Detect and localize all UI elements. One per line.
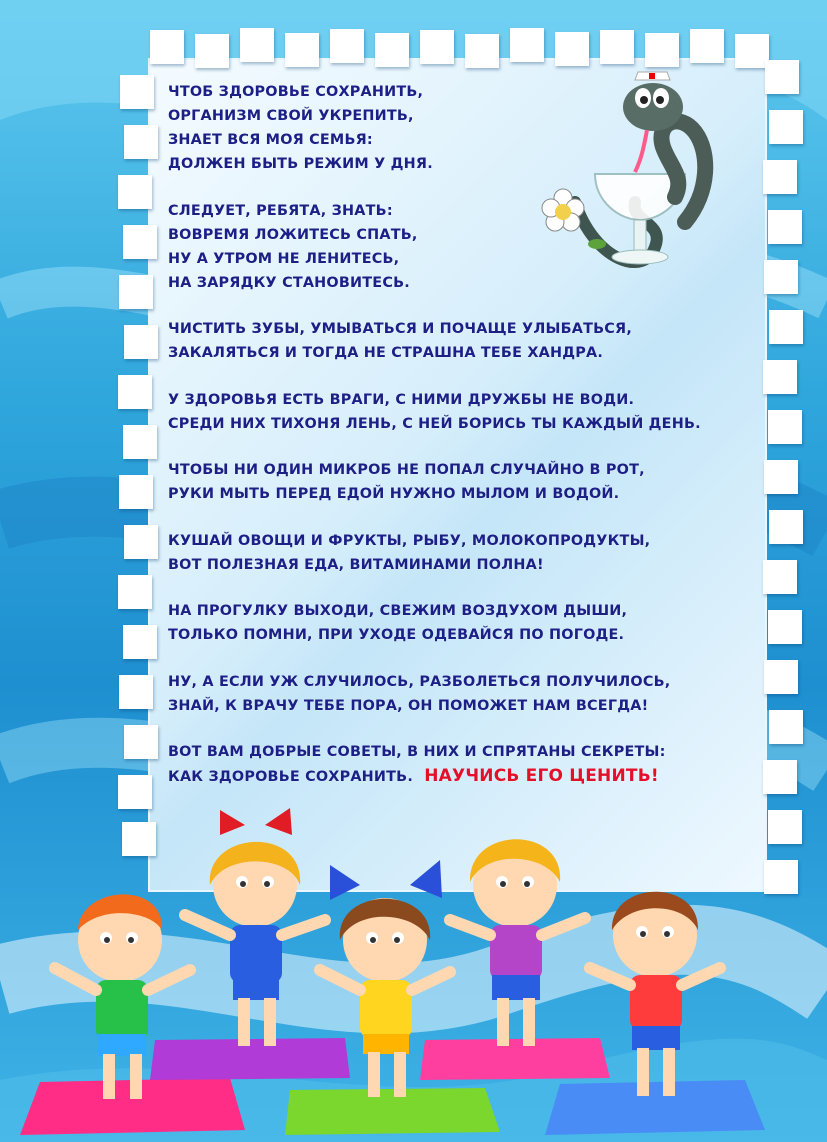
poem-line: ВОТ ВАМ ДОБРЫЕ СОВЕТЫ, В НИХ И СПРЯТАНЫ СЕКРЕТЫ: [168, 744, 666, 760]
frame-square [375, 33, 409, 67]
frame-square [555, 32, 589, 66]
poem-line: СРЕДИ НИХ ТИХОНЯ ЛЕНЬ, С НЕЙ БОРИСЬ ТЫ КАЖДЫЙ ДЕНЬ. [168, 415, 701, 432]
frame-square [330, 29, 364, 63]
frame-square [600, 30, 634, 64]
frame-square [119, 675, 153, 709]
poem-stanza [168, 599, 778, 647]
poem-stanza [168, 199, 778, 295]
frame-square [118, 375, 152, 409]
poem-stanza [168, 458, 778, 506]
poem-line: ОРГАНИЗМ СВОЙ УКРЕПИТЬ, [168, 108, 414, 124]
frame-square [123, 625, 157, 659]
poem-stanza [168, 529, 778, 577]
frame-square [465, 34, 499, 68]
frame-square [123, 225, 157, 259]
poem-line: КУШАЙ ОВОЩИ И ФРУКТЫ, РЫБУ, МОЛОКОПРОДУКТЫ, [168, 532, 651, 549]
frame-square [150, 30, 184, 64]
poem-line: ЧТОБЫ НИ ОДИН МИКРОБ НЕ ПОПАЛ СЛУЧАЙНО В РОТ, [168, 462, 645, 478]
frame-square [120, 75, 154, 109]
poem-line: РУКИ МЫТЬ ПЕРЕД ЕДОЙ НУЖНО МЫЛОМ И ВОДОЙ. [168, 486, 620, 502]
poem-line: ДОЛЖЕН БЫТЬ РЕЖИМ У ДНЯ. [168, 156, 433, 172]
poem-line: СЛЕДУЕТ, РЕБЯТА, ЗНАТЬ: [168, 202, 393, 219]
frame-square [124, 325, 158, 359]
frame-square [119, 475, 153, 509]
poem-line-final [168, 764, 778, 789]
frame-square [420, 30, 454, 64]
poem-line: ЗНАЙ, К ВРАЧУ ТЕБЕ ПОРА, ОН ПОМОЖЕТ НАМ ВСЕГДА! [168, 697, 649, 714]
kid-illustration [450, 839, 585, 1046]
poem-stanza [168, 80, 778, 176]
poem-stanza [168, 740, 778, 789]
frame-square [285, 33, 319, 67]
poem-line: ВОВРЕМЯ ЛОЖИТЕСЬ СПАТЬ, [168, 226, 418, 243]
poem-line: ВОТ ПОЛЕЗНАЯ ЕДА, ВИТАМИНАМИ ПОЛНА! [168, 556, 544, 573]
poem [168, 80, 778, 812]
poem-line: НА ЗАРЯДКУ СТАНОВИТЕСЬ. [168, 274, 410, 291]
poem-line: НУ, А ЕСЛИ УЖ СЛУЧИЛОСЬ, РАЗБОЛЕТЬСЯ ПОЛУЧИЛОСЬ, [168, 673, 671, 690]
poem-line: ЗНАЕТ ВСЯ МОЯ СЕМЬЯ: [168, 132, 373, 148]
children-exercising [0, 790, 827, 1142]
poem-line: НА ПРОГУЛКУ ВЫХОДИ, СВЕЖИМ ВОЗДУХОМ ДЫШИ, [168, 603, 628, 619]
poem-line: ЧИСТИТЬ ЗУБЫ, УМЫВАТЬСЯ И ПОЧАЩЕ УЛЫБАТЬСЯ, [168, 321, 633, 337]
poem-accent-text: НАУЧИСЬ ЕГО ЦЕНИТЬ! [424, 766, 659, 786]
kid-illustration [185, 808, 325, 1046]
poem-stanza [168, 388, 778, 436]
frame-square [124, 725, 158, 759]
frame-square [124, 525, 158, 559]
frame-square [690, 29, 724, 63]
frame-square [735, 34, 769, 68]
poem-stanza [168, 670, 778, 718]
frame-square [119, 275, 153, 309]
frame-square [510, 28, 544, 62]
frame-square [118, 175, 152, 209]
poem-line-text: КАК ЗДОРОВЬЕ СОХРАНИТЬ. [168, 769, 414, 785]
kid-illustration [590, 892, 720, 1096]
frame-square [118, 575, 152, 609]
poem-line: НУ А УТРОМ НЕ ЛЕНИТЕСЬ, [168, 250, 400, 267]
poem-line: У ЗДОРОВЬЯ ЕСТЬ ВРАГИ, С НИМИ ДРУЖБЫ НЕ ВОДИ. [168, 391, 635, 408]
frame-square [240, 28, 274, 62]
poem-line: ТОЛЬКО ПОМНИ, ПРИ УХОДЕ ОДЕВАЙСЯ ПО ПОГОДЕ. [168, 627, 625, 643]
poem-stanza [168, 317, 778, 365]
poem-line: ЗАКАЛЯТЬСЯ И ТОГДА НЕ СТРАШНА ТЕБЕ ХАНДРА. [168, 345, 603, 361]
poem-line: ЧТОБ ЗДОРОВЬЕ СОХРАНИТЬ, [168, 84, 424, 100]
frame-square [124, 125, 158, 159]
frame-square [195, 34, 229, 68]
frame-square [123, 425, 157, 459]
